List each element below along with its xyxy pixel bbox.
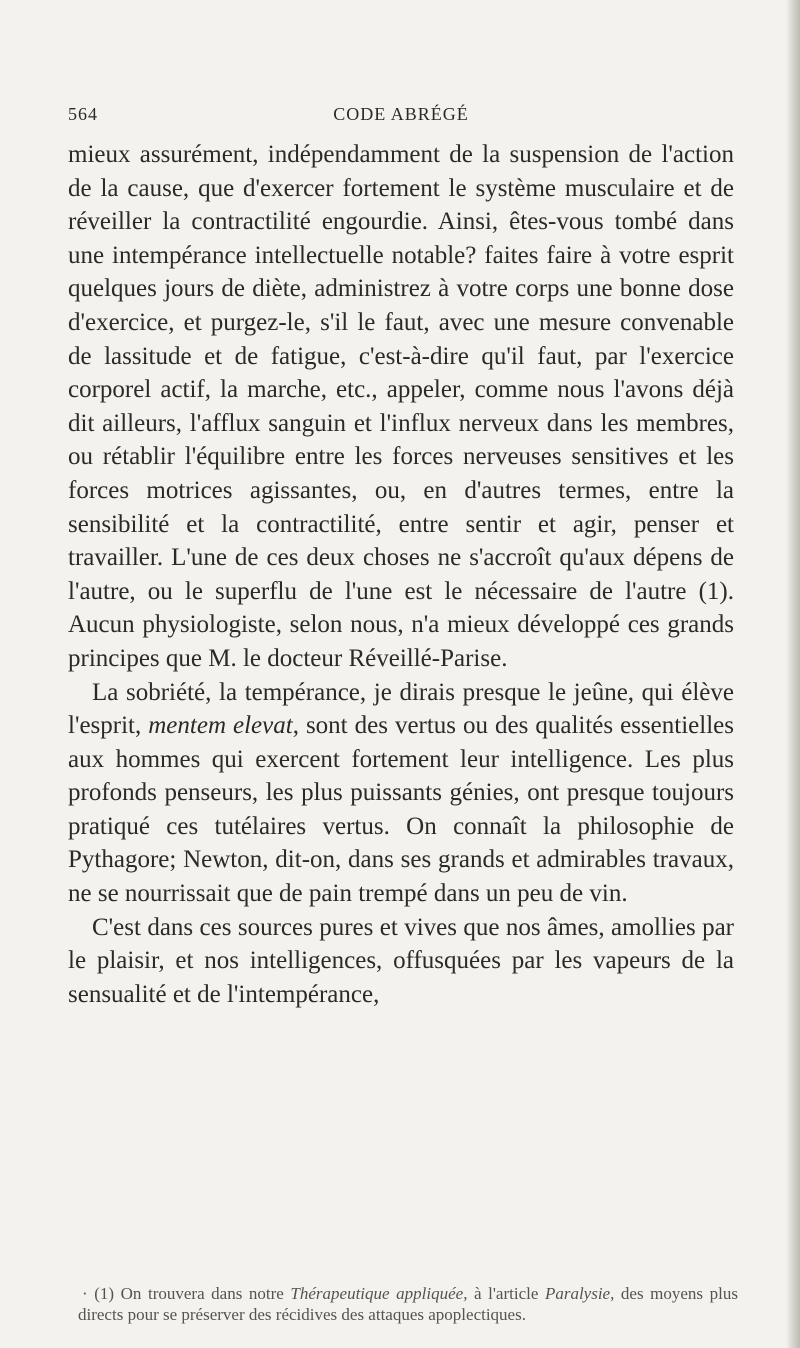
paragraph-1 bbox=[68, 138, 734, 676]
body-text bbox=[68, 138, 734, 1011]
page-number: 564 bbox=[68, 104, 98, 124]
paragraph-2-text-start: La sobriété, la tempérance, je dirais presque le jeûne, qui élève l'esprit, bbox=[68, 678, 734, 740]
paragraph-3 bbox=[68, 911, 734, 1012]
latin-quote: mentem elevat bbox=[148, 712, 293, 740]
footnote-article-title: Paralysie bbox=[544, 1284, 611, 1303]
running-title: CODE ABRÉGÉ bbox=[333, 104, 469, 124]
paragraph-2 bbox=[68, 676, 734, 911]
page-header bbox=[68, 104, 734, 134]
paragraph-3-text: C'est dans ces sources pures et vives que nos âmes, amollies par le plaisir, et nos intelligences, offusquées par les vapeurs de la sensualité et de l'intempérance, bbox=[68, 913, 734, 1008]
footnote-text-end: , des moyens plus directs pour se préserver des récidives des attaques apoplectiques. bbox=[78, 1284, 738, 1324]
paragraph-2-text-end: , sont des vertus ou des qualités essentielles aux hommes qui exercent fortement leur intelligence. Les plus profonds penseurs, les plus puissants génies, ont presque toujours pratiqué ces tutélaires vertus. On connaît la philosophie de Pythagore; Newton, dit-on, dans ses grands et admirables travaux, ne se nourrissait que de pain trempé dans un peu de vin. bbox=[68, 712, 734, 908]
footnote bbox=[78, 1283, 738, 1325]
footnote-text-middle: , à l'article bbox=[463, 1284, 545, 1303]
footnote-1 bbox=[78, 1283, 738, 1325]
footnote-text-start: · (1) On trouvera dans notre bbox=[82, 1284, 291, 1303]
paragraph-1-text: mieux assurément, indépendamment de la suspension de l'action de la cause, que d'exercer fortement le système musculaire et de réveiller la contractilité engourdie. Ainsi, êtes-vous tombé dans une intempérance intellectuelle notable? faites faire à votre esprit quelques jours de diète, administrez à votre corps une bonne dose d'exercice, et purgez-le, s'il le faut, avec une mesure convenable de lassitude et de fatigue, c'est-à-dire qu'il faut, par l'exercice corporel actif, la marche, etc., appeler, comme nous l'avons déjà dit ailleurs, l'afflux sanguin et l'influx nerveux dans les membres, ou rétablir l'équilibre entre les forces nerveuses sensitives et les forces motrices agissantes, ou, en d'autres termes, entre la sensibilité et la contractilité, entre sentir et agir, penser et travailler. L'une de ces deux choses ne s'accroît qu'aux dépens de l'autre, ou le superflu de l'une est le nécessaire de l'autre (1). Aucun physiologiste, selon nous, n'a mieux développé ces grands principes que M. le docteur Réveillé-Parise. bbox=[68, 141, 734, 672]
footnote-book-title: Thérapeutique appliquée bbox=[290, 1284, 464, 1303]
page-edge bbox=[786, 0, 800, 1348]
